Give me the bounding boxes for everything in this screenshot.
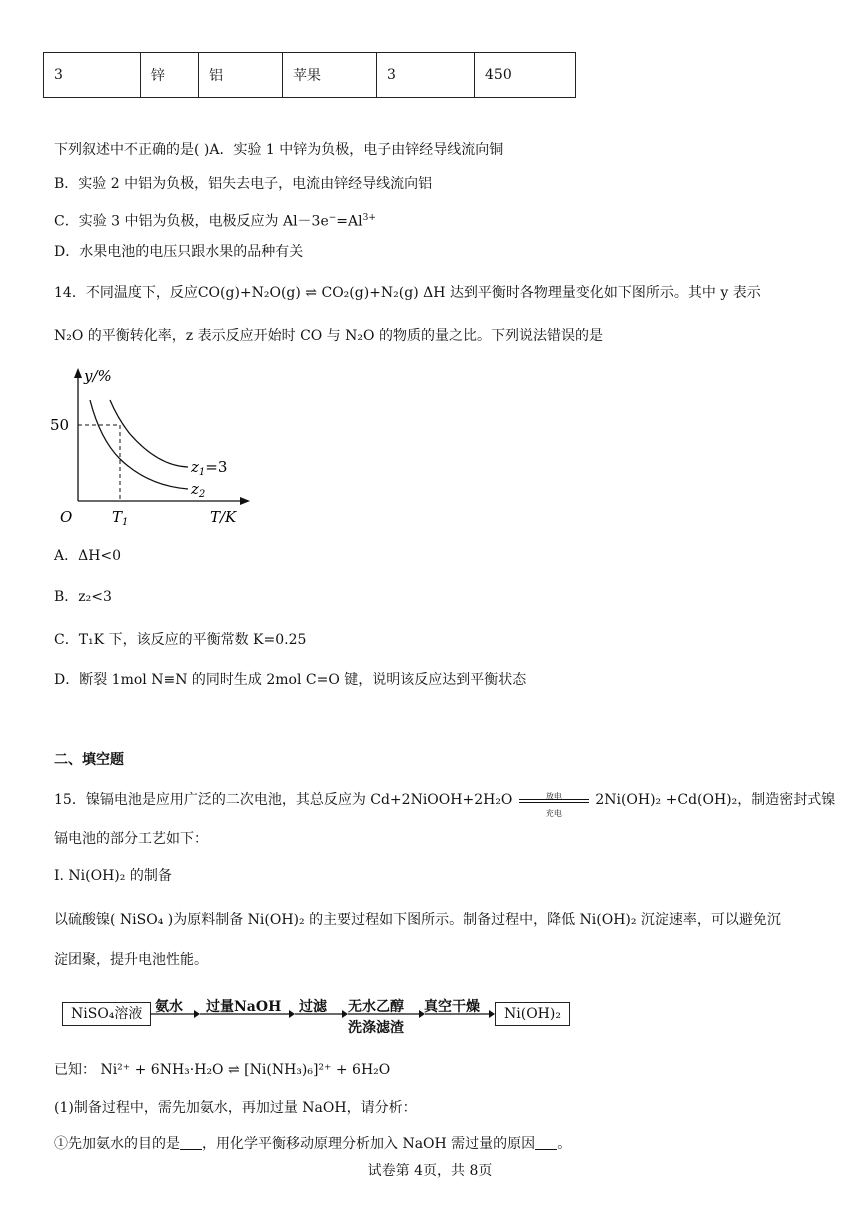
table-cell: 锌 <box>141 53 199 98</box>
flow-step-label: 真空干燥 <box>424 999 480 1015</box>
curve-z1-label: $z_1=3$ <box>191 458 228 478</box>
answer-blank[interactable] <box>180 1135 202 1150</box>
curve-z2 <box>90 400 188 489</box>
reversible-arrow: 放电 充电 <box>517 790 591 810</box>
q14-option-c: C．T₁K 下，该反应的平衡常数 K=0.25 <box>54 632 307 648</box>
t1-label: $T_1$ <box>112 508 129 528</box>
arrow-icon <box>419 1010 425 1018</box>
flow-step-label: 无水乙醇 <box>348 999 404 1015</box>
q14-graph <box>48 364 258 534</box>
flow-step-label: 氨水 <box>155 999 183 1015</box>
page-footer: 试卷第 4页，共 8页 <box>367 1163 493 1179</box>
q13-stem: 下列叙述中不正确的是( )A．实验 1 中锌为负极，电子由锌经导线流向铜 <box>54 142 504 158</box>
table-row <box>44 53 576 98</box>
q15-subheading-1: I. Ni(OH)₂ 的制备 <box>54 868 172 884</box>
origin-label: O <box>60 508 73 526</box>
answer-blank[interactable] <box>535 1135 557 1150</box>
flow-step-label: 过滤 <box>299 999 327 1015</box>
flow-arrows <box>150 1008 495 1020</box>
q14-option-a: A．ΔH<0 <box>54 548 122 564</box>
curve-z2-label: $z_2$ <box>191 480 206 500</box>
q15-question-1a: ①先加氨水的目的是 ，用化学平衡移动原理分析加入 NaOH 需过量的原因 。 <box>54 1136 572 1152</box>
y-axis-label: y/% <box>84 367 112 385</box>
y-tick-50: 50 <box>50 416 70 434</box>
table-cell: 铝 <box>199 53 283 98</box>
arrow-icon <box>194 1010 200 1018</box>
q13-option-d: D．水果电池的电压只跟水果的品种有关 <box>54 244 304 260</box>
table-cell: 3 <box>44 53 141 98</box>
q15-known: 已知： Ni²⁺ + 6NH₃·H₂O ⇌ [Ni(NH₃)₆]²⁺ + 6H₂O <box>54 1062 391 1078</box>
q15-paragraph-1: 以硫酸镍( NiSO₄ )为原料制备 Ni(OH)₂ 的主要过程如下图所示。制备过程中，降低 Ni(OH)₂ 沉淀速率，可以避免沉 <box>54 912 781 928</box>
table-cell: 3 <box>377 53 475 98</box>
q13-option-b: B．实验 2 中铝为负极，铝失去电子，电流由锌经导线流向铝 <box>54 176 433 192</box>
flow-start-box: NiSO₄溶液 <box>62 1002 151 1026</box>
q15-paragraph-2: 淀团聚，提升电池性能。 <box>54 952 208 968</box>
q14-option-d: D．断裂 1mol N≡N 的同时生成 2mol C=O 键，说明该反应达到平衡状态 <box>54 672 527 688</box>
q13-option-c: C．实验 3 中铝为负极，电极反应为 $Al-3e^-=Al^{3+}$ <box>54 213 376 230</box>
data-table <box>43 52 576 98</box>
q15-stem-line2: 镉电池的部分工艺如下： <box>54 831 208 847</box>
table-cell: 苹果 <box>283 53 377 98</box>
q14-reaction: CO(g)+N₂O(g) ⇌ CO₂(g)+N₂(g) ΔH <box>197 285 446 301</box>
q14-stem-line2: N₂O 的平衡转化率，z 表示反应开始时 CO 与 N₂O 的物质的量之比。下列说法错误的是 <box>54 328 603 344</box>
arrow-icon <box>342 1010 348 1018</box>
flow-step-label: 过量NaOH <box>206 999 282 1015</box>
flow-step-label-below: 洗涤滤渣 <box>348 1020 404 1036</box>
q15-question-1: (1)制备过程中，需先加氨水，再加过量 NaOH，请分析： <box>54 1100 417 1116</box>
table-cell: 450 <box>475 53 576 98</box>
q14-option-b: B．z₂<3 <box>54 589 112 605</box>
x-axis-arrow-icon <box>240 497 250 505</box>
q14-stem-line1: 14．不同温度下，反应CO(g)+N₂O(g) ⇌ CO₂(g)+N₂(g) ΔH 达到平衡时各物理量变化如下图所示。其中 y 表示 <box>54 285 761 301</box>
y-axis-arrow-icon <box>74 368 82 378</box>
section-title: 二、填空题 <box>54 752 124 768</box>
arrow-icon <box>289 1010 295 1018</box>
x-axis-label: T/K <box>210 508 237 526</box>
flow-end-box: Ni(OH)₂ <box>495 1002 570 1026</box>
curve-z1 <box>110 400 188 467</box>
q15-stem-line1: 15．镍镉电池是应用广泛的二次电池，其总反应为 Cd+2NiOOH+2H₂O 放电 充电 2Ni(OH)₂ +Cd(OH)₂，制造密封式镍 <box>54 792 836 818</box>
